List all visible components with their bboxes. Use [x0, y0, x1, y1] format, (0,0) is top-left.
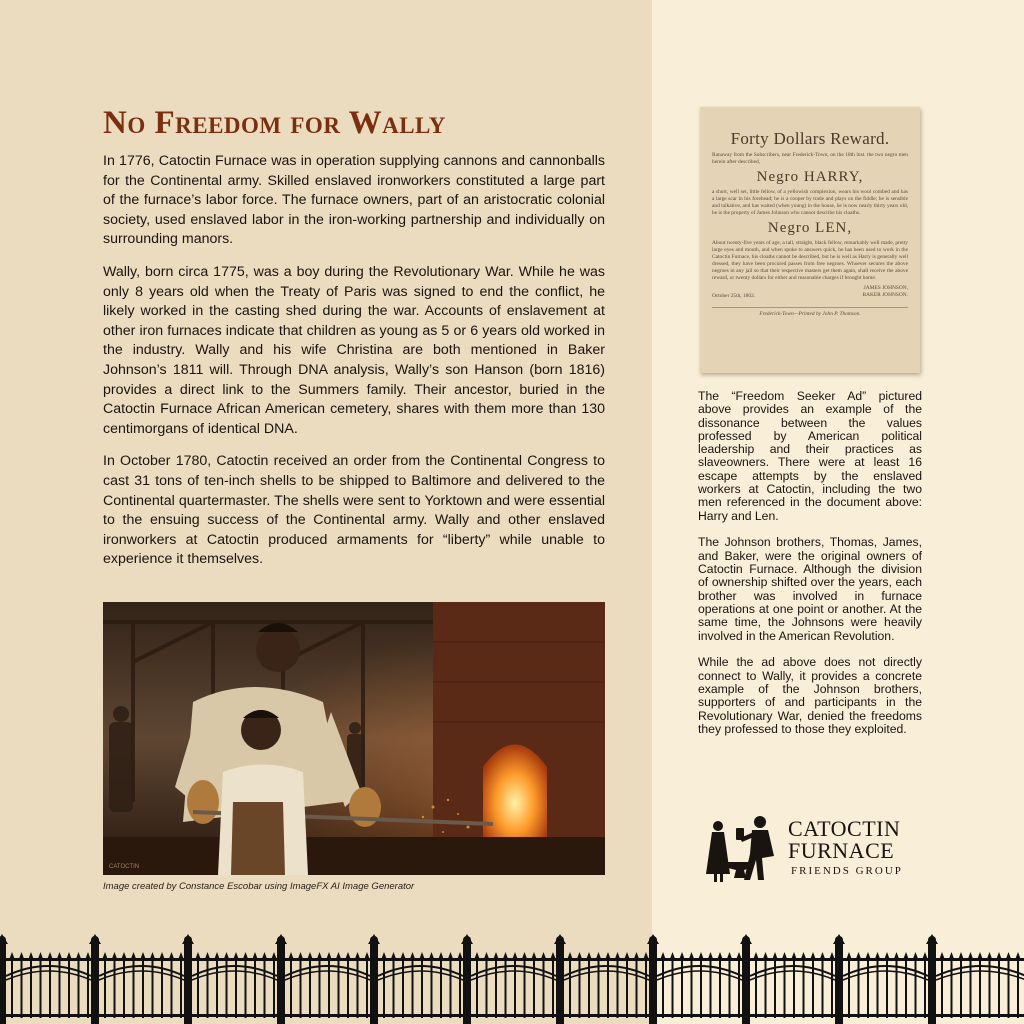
fence-element — [38, 952, 44, 960]
fence-element — [896, 958, 898, 1018]
fence-element — [476, 958, 478, 1018]
fence-element — [727, 952, 733, 960]
fence-element — [336, 952, 342, 960]
fence-element — [755, 958, 757, 1018]
fence-element — [691, 958, 693, 1018]
fence-element — [195, 952, 201, 960]
fence-element — [672, 958, 674, 1018]
fence-element — [810, 952, 816, 960]
fence-element — [161, 958, 163, 1018]
fence-element — [782, 952, 788, 960]
fence-element — [647, 934, 659, 944]
sidebar-paragraph-johnsons: The Johnson brothers, Thomas, James, and Baker, were the original owners of Catoctin Furnace. Although the division of ownership shifted over the years, each brother was involved in furnace operations at one point or another. At the same time, the Johnsons were heavily involved in the American Revolution. — [698, 535, 922, 643]
fence-element — [474, 952, 480, 960]
image-caption: Image created by Constance Escobar using ImageFX AI Image Generator — [103, 881, 415, 892]
fence-element — [400, 952, 406, 960]
fence-element — [926, 934, 938, 944]
fence-element — [142, 958, 144, 1018]
fence-element — [738, 958, 740, 1018]
fence-element — [57, 952, 63, 960]
fence-element — [660, 952, 666, 960]
fence-element — [495, 958, 497, 1018]
fence-element — [421, 958, 423, 1018]
fence-element — [450, 958, 452, 1018]
ad-heading: Forty Dollars Reward. — [730, 129, 890, 148]
logo-line-furnace: FURNACE — [788, 838, 895, 863]
fence-element — [47, 952, 53, 960]
fence-element — [21, 958, 23, 1018]
fence-element — [114, 958, 116, 1018]
fence-element — [264, 958, 266, 1018]
fence-element — [636, 958, 638, 1018]
fence-element — [670, 952, 676, 960]
logo-line-friends-group: FRIENDS GROUP — [791, 865, 903, 877]
fence-element — [875, 952, 881, 960]
fence-element — [205, 952, 211, 960]
fence-element — [848, 958, 850, 1018]
fence-element — [85, 952, 91, 960]
fence-element — [998, 958, 1000, 1018]
fence-element — [290, 958, 292, 1018]
fence-element — [245, 958, 247, 1018]
fence-element — [577, 952, 583, 960]
fence-element — [252, 952, 258, 960]
fence-element — [905, 958, 907, 1018]
fence-element — [753, 952, 759, 960]
fence-element — [28, 952, 34, 960]
fence-element — [649, 942, 657, 1024]
fence-element — [383, 958, 385, 1018]
fence-element — [9, 952, 15, 960]
fence-element — [30, 958, 32, 1018]
fence-element — [586, 952, 592, 960]
fence-element — [459, 958, 461, 1018]
logo-line-catoctin: CATOCTIN — [788, 816, 901, 841]
fence-element — [393, 958, 395, 1018]
fence-element — [588, 958, 590, 1018]
fence-element — [791, 952, 797, 960]
fence-element — [877, 958, 879, 1018]
fence-element — [579, 958, 581, 1018]
fence-element — [300, 958, 302, 1018]
fence-element — [355, 952, 361, 960]
fence-element — [812, 958, 814, 1018]
fence-element — [626, 958, 628, 1018]
fence-element — [345, 952, 351, 960]
fence-element — [419, 952, 425, 960]
fence-element — [184, 942, 192, 1024]
fence-element — [131, 952, 137, 960]
fence-element — [531, 952, 537, 960]
fence-element — [928, 942, 936, 1024]
fence-element — [40, 958, 42, 1018]
fence-element — [317, 952, 323, 960]
ad-name-harry: Negro HARRY, — [756, 169, 864, 185]
fence-element — [0, 934, 8, 944]
paragraph-1780: In October 1780, Catoctin received an order from the Continental Congress to cast 31 tons of ten-inch shells to be shipped to Baltimore and delivered to the Continental quartermaster. The shells were sent to Yorktown and were essential to the ensuing success of the Continental army. Wally and other enslaved ironworkers at Catoctin produced armaments for “liberty” while unable to experience it themselves. — [103, 453, 605, 568]
fence-element — [104, 958, 106, 1018]
fence-element — [207, 958, 209, 1018]
fence-element — [0, 1014, 1024, 1017]
fence-element — [123, 958, 125, 1018]
fence-element — [381, 952, 387, 960]
fence-element — [277, 942, 285, 1024]
fence-element — [512, 952, 518, 960]
ad-name-len: Negro LEN, — [767, 220, 853, 236]
fence-element — [226, 958, 228, 1018]
fence-element — [941, 958, 943, 1018]
fence-element — [59, 958, 61, 1018]
fence-element — [822, 958, 824, 1018]
fence-element — [700, 958, 702, 1018]
fence-element — [524, 958, 526, 1018]
fence-element — [102, 952, 108, 960]
fence-element — [596, 952, 602, 960]
fence-element — [178, 952, 184, 960]
fence-element — [846, 952, 852, 960]
ad-description-len: About twenty-five years of age, a tall, straight, black fellow, remarkably well made, pretty large eyes and mouth, and when spoke to answers quick, he has been used to work in the Catoctin Furnace, his cloaths cannot be described, but he is well as Harry is generally well dressed, they have been procured passes from free negroes. Whoever secures the above negroes in any jail so that their respective masters get them again, shall receive the above reward, or twenty dollars for either and reasonable charges if brought home. — [712, 240, 908, 281]
fence-element — [298, 952, 304, 960]
sidebar-paragraph-ad: The “Freedom Seeker Ad” pictured above provides an example of the dissonance between the values professed by American political leadership and their practices as slaveowners. There were at least 16 escape attempts by the enslaved workers at Catoctin, including the two men referenced in the document above: Harry and Len. — [698, 389, 922, 523]
fence-element — [958, 952, 964, 960]
fence-element — [833, 934, 845, 944]
fence-element — [169, 952, 175, 960]
fence-element — [309, 958, 311, 1018]
fence-element — [150, 952, 156, 960]
sidebar-paragraph-wally: While the ad above does not directly connect to Wally, it provides a concrete example of the Johnson brothers, supporters of and participants in the Revolutionary War, denied the freedoms they professed to those they exploited. — [698, 655, 922, 736]
fence-element — [772, 952, 778, 960]
fence-element — [431, 958, 433, 1018]
fence-element — [410, 952, 416, 960]
fence-element — [598, 958, 600, 1018]
fence-element — [216, 958, 218, 1018]
fence-element — [461, 934, 473, 944]
fence-element — [503, 952, 509, 960]
fence-element — [915, 958, 917, 1018]
fence-element — [197, 958, 199, 1018]
freedom-seeker-ad — [700, 107, 920, 373]
fence-element — [233, 952, 239, 960]
fence-element — [89, 934, 101, 944]
fence-element — [717, 952, 723, 960]
paragraph-1776: In 1776, Catoctin Furnace was in operation supplying cannons and cannonballs for the Continental army. Skilled enslaved ironworkers constituted a large part of the furnace’s labor force. The furnace owners, part of an aristocratic colonial society, used enslaved labor in the iron-working partnership and individually on surrounding manors. — [103, 153, 605, 248]
fence-element — [391, 952, 397, 960]
fence-element — [556, 942, 564, 1024]
fence-element — [960, 958, 962, 1018]
fence-element — [763, 952, 769, 960]
fence-element — [1015, 952, 1021, 960]
fence-element — [569, 958, 571, 1018]
fence-element — [710, 958, 712, 1018]
fence-element — [486, 958, 488, 1018]
fence-element — [858, 958, 860, 1018]
fence-element — [541, 952, 547, 960]
blacksmith-logo-icon — [700, 812, 786, 884]
fence-element — [288, 952, 294, 960]
fence-element — [617, 958, 619, 1018]
fence-element — [856, 952, 862, 960]
fence-element — [886, 958, 888, 1018]
fence-element — [801, 952, 807, 960]
iron-fence-decoration — [0, 928, 1024, 1024]
fence-element — [87, 958, 89, 1018]
fence-element — [1017, 958, 1019, 1018]
ad-date: October 25th, 1802. — [712, 293, 756, 299]
fence-element — [224, 952, 230, 960]
fence-element — [719, 958, 721, 1018]
fence-element — [865, 952, 871, 960]
fence-element — [939, 952, 945, 960]
fence-element — [171, 958, 173, 1018]
fence-element — [235, 958, 237, 1018]
fence-element — [0, 942, 6, 1024]
fence-element — [49, 958, 51, 1018]
fence-element — [552, 958, 554, 1018]
fence-element — [1008, 958, 1010, 1018]
fence-element — [357, 958, 359, 1018]
fence-element — [159, 952, 165, 960]
fence-element — [214, 952, 220, 960]
fence-element — [68, 958, 70, 1018]
fence-element — [803, 958, 805, 1018]
fence-element — [66, 952, 72, 960]
fence-element — [634, 952, 640, 960]
fence-element — [91, 942, 99, 1024]
fence-element — [366, 958, 368, 1018]
sidebar-text — [698, 390, 922, 750]
fence-element — [970, 958, 972, 1018]
fence-element — [820, 952, 826, 960]
furnace-scene-illustration — [103, 602, 605, 875]
fence-element — [793, 958, 795, 1018]
main-article — [103, 152, 605, 583]
ad-intro: Ranaway from the Subscribers, near Frederick-Town, on the 18th inst. the two negro men herein after described, — [712, 152, 908, 165]
ad-printer-line: Frederick-Town—Printed by John P. Thomson. — [712, 307, 908, 317]
fence-element — [273, 958, 275, 1018]
fence-element — [996, 952, 1002, 960]
fence-element — [440, 958, 442, 1018]
fence-element — [681, 958, 683, 1018]
fence-element — [708, 952, 714, 960]
fence-element — [645, 958, 647, 1018]
fence-element — [884, 952, 890, 960]
fence-element — [112, 952, 118, 960]
fence-element — [615, 952, 621, 960]
fence-element — [784, 958, 786, 1018]
fence-element — [774, 958, 776, 1018]
fence-element — [913, 952, 919, 960]
image-watermark: CATOCTIN — [109, 864, 140, 870]
fence-element — [968, 952, 974, 960]
page-title: No Freedom for Wally — [103, 105, 446, 141]
fence-element — [429, 952, 435, 960]
fence-element — [924, 958, 926, 1018]
ad-signer: BAKER JOHNSON. — [862, 292, 908, 298]
fence-element — [979, 958, 981, 1018]
fence-element — [463, 942, 471, 1024]
fence-element — [607, 958, 609, 1018]
fence-element — [364, 952, 370, 960]
fence-element — [412, 958, 414, 1018]
fence-element — [326, 952, 332, 960]
fence-element — [689, 952, 695, 960]
fence-element — [347, 958, 349, 1018]
fence-element — [835, 942, 843, 1024]
fence-element — [522, 952, 528, 960]
fence-element — [987, 952, 993, 960]
fence-element — [133, 958, 135, 1018]
fence-element — [977, 952, 983, 960]
fence-element — [543, 958, 545, 1018]
fence-element — [922, 952, 928, 960]
fence-element — [262, 952, 268, 960]
fence-element — [736, 952, 742, 960]
fence-element — [831, 958, 833, 1018]
fence-element — [254, 958, 256, 1018]
fence-element — [328, 958, 330, 1018]
fence-element — [740, 934, 752, 944]
fence-element — [514, 958, 516, 1018]
fence-element — [182, 934, 194, 944]
fence-element — [493, 952, 499, 960]
fence-element — [742, 942, 750, 1024]
fence-element — [11, 958, 13, 1018]
ad-description-harry: a short, well set, little fellow, of a yellowish complexion, wears his wool combed and has a large scar in his forehead; he is a cooper by trade and plays on the fiddle; he is sensible and talkative, and has waited (when young) in the house, he is now nearly thirty years old, he is the property of James Johnson who cannot describe his cloaths. — [712, 189, 908, 216]
fence-element — [307, 952, 313, 960]
fence-element — [484, 952, 490, 960]
fence-element — [319, 958, 321, 1018]
fence-element — [368, 934, 380, 944]
fence-element — [448, 952, 454, 960]
fence-element — [550, 952, 556, 960]
fence-element — [457, 952, 463, 960]
catoctin-logo-text — [788, 818, 928, 877]
fence-element — [949, 952, 955, 960]
fence-element — [402, 958, 404, 1018]
fence-element — [903, 952, 909, 960]
fence-element — [505, 958, 507, 1018]
fence-element — [338, 958, 340, 1018]
fence-element — [624, 952, 630, 960]
fence-element — [271, 952, 277, 960]
fence-element — [729, 958, 731, 1018]
fence-element — [567, 952, 573, 960]
fence-element — [121, 952, 127, 960]
fence-element — [438, 952, 444, 960]
fence-element — [643, 952, 649, 960]
fence-element — [180, 958, 182, 1018]
fence-element — [243, 952, 249, 960]
fence-element — [765, 958, 767, 1018]
fence-element — [605, 952, 611, 960]
fence-element — [894, 952, 900, 960]
fence-element — [1006, 952, 1012, 960]
ad-signer: JAMES JOHNSON, — [863, 285, 908, 291]
fence-element — [78, 958, 80, 1018]
fence-element — [152, 958, 154, 1018]
fence-element — [140, 952, 146, 960]
paragraph-wally: Wally, born circa 1775, was a boy during the Revolutionary War. While he was only 8 years old when the Treaty of Paris was signed to end the conflict, he likely worked in the casting shed during the war. Accounts of enslavement at other iron furnaces indicate that children as young as 5 or 6 years old worked in the industry. Wally and his wife Christina are both mentioned in Baker Johnson’s 1811 will. Through DNA analysis, Wally’s son Hanson (born 1816) provides a direct link to the Summers family. Their ancestor, buried in the Catoctin Furnace African American cemetery, shares with them more than 130 centimorgans of identical DNA. — [103, 263, 605, 437]
fence-element — [370, 942, 378, 1024]
fence-element — [533, 958, 535, 1018]
fence-element — [989, 958, 991, 1018]
fence-element — [679, 952, 685, 960]
fence-element — [19, 952, 25, 960]
fence-element — [662, 958, 664, 1018]
fence-element — [951, 958, 953, 1018]
fence-element — [698, 952, 704, 960]
fence-element — [275, 934, 287, 944]
fence-element — [829, 952, 835, 960]
fence-element — [554, 934, 566, 944]
fence-element — [76, 952, 82, 960]
fence-element — [867, 958, 869, 1018]
